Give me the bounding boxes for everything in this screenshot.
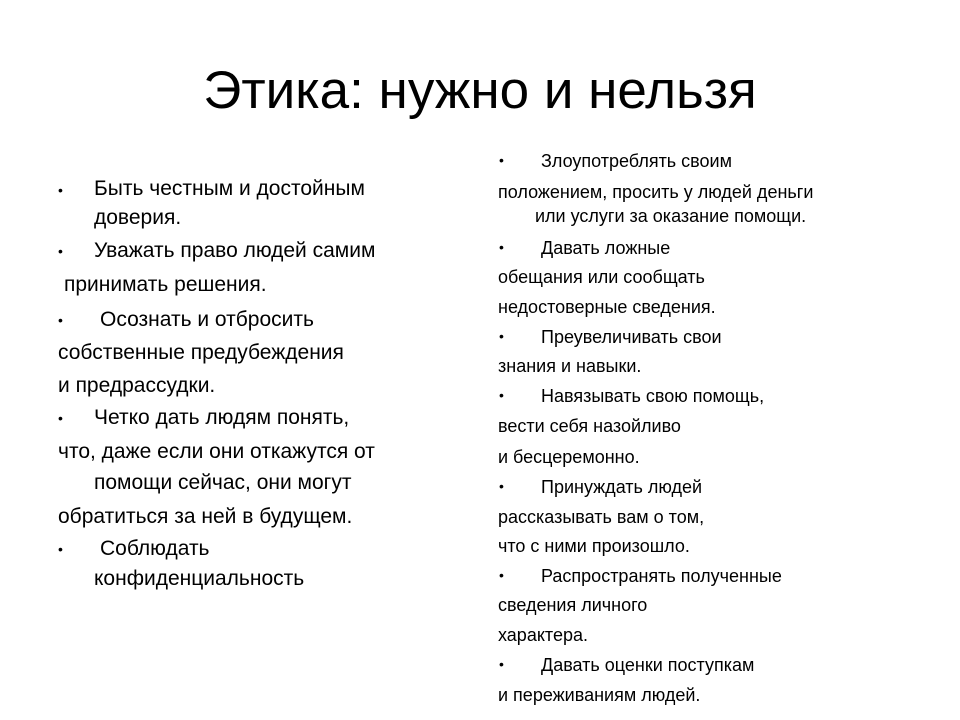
slide-title: Этика: нужно и нельзя (203, 61, 757, 120)
list-item-line: и бесцеремонно. (498, 447, 640, 467)
bullet-icon: • (499, 567, 504, 583)
bullet-icon: • (499, 387, 504, 403)
list-item-line: принимать решения. (64, 273, 267, 296)
list-item-line: помощи сейчас, они могут (94, 471, 352, 494)
list-item-line: или услуги за оказание помощи. (535, 206, 807, 226)
list-item-line: Преувеличивать свои (541, 327, 722, 347)
list-item-line: собственные предубеждения (58, 341, 344, 364)
list-item-line: Распространять полученные (541, 566, 782, 586)
list-item-line: Осознать и отбросить (100, 308, 314, 331)
list-item-line: Давать оценки поступкам (541, 655, 755, 675)
bullet-icon: • (499, 478, 504, 494)
list-item-line: что с ними произошло. (498, 536, 690, 556)
list-item-line: сведения личного (498, 595, 648, 615)
list-item-line: Уважать право людей самим (94, 239, 376, 262)
list-item-line: Злоупотреблять своим (541, 151, 732, 171)
list-item-line: и переживаниям людей. (498, 685, 701, 705)
list-item-line: рассказывать вам о том, (498, 507, 705, 527)
list-item-line: знания и навыки. (498, 356, 642, 376)
bullet-icon: • (499, 239, 504, 255)
list-item-line: Давать ложные (541, 238, 671, 258)
list-item-line: конфиденциальность (94, 567, 305, 590)
list-item-line: Четко дать людям понять, (94, 406, 350, 429)
bullet-icon: • (58, 541, 63, 557)
bullet-icon: • (499, 152, 504, 168)
list-item-line: Соблюдать (100, 537, 210, 560)
bullet-icon: • (499, 656, 504, 672)
list-item-line: Навязывать свою помощь, (541, 386, 765, 406)
bullet-icon: • (58, 410, 63, 426)
list-item-line: положением, просить у людей деньги (498, 182, 814, 202)
list-item-line: обратиться за ней в будущем. (58, 505, 353, 528)
list-item-line: характера. (498, 625, 588, 645)
bullet-icon: • (58, 182, 63, 198)
list-item-line: что, даже если они откажутся от (58, 440, 375, 463)
bullet-icon: • (499, 328, 504, 344)
list-item-line: доверия. (94, 206, 182, 229)
list-item-line: недостоверные сведения. (498, 297, 716, 317)
list-item-line: вести себя назойливо (498, 416, 681, 436)
list-item-line: Принуждать людей (541, 477, 703, 497)
list-item-line: обещания или сообщать (498, 267, 705, 287)
bullet-icon: • (58, 312, 63, 328)
list-item-line: Быть честным и достойным (94, 177, 365, 200)
bullet-icon: • (58, 243, 63, 259)
list-item-line: и предрассудки. (58, 374, 216, 397)
